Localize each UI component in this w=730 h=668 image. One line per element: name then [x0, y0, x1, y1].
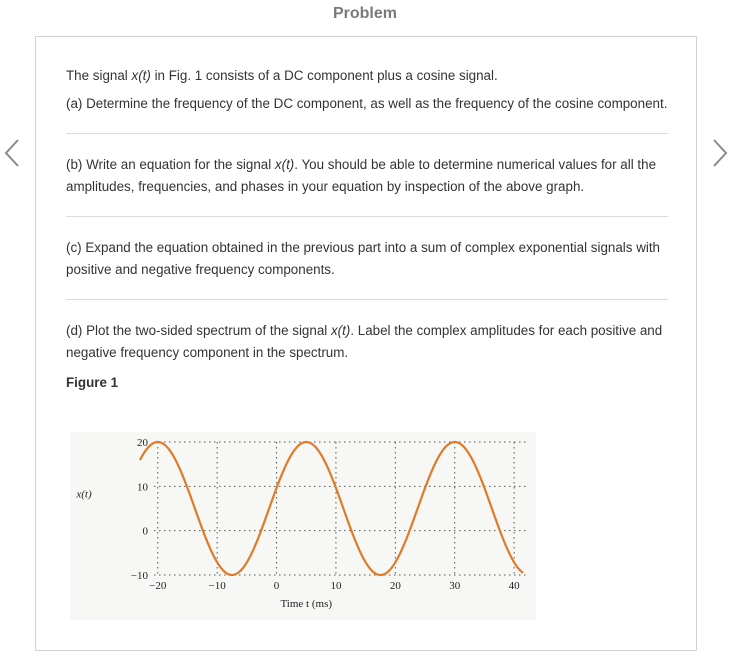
chevron-right-icon — [706, 136, 730, 170]
problem-content — [66, 65, 668, 394]
x-tick-label: −20 — [149, 580, 167, 592]
figure-1-chart — [70, 432, 536, 620]
x-tick-label: 10 — [330, 580, 342, 592]
divider — [66, 216, 668, 217]
x-tick-label: 30 — [449, 580, 461, 592]
y-tick-label: −10 — [130, 570, 148, 582]
next-button[interactable] — [706, 136, 730, 170]
x-axis-label: Time t (ms) — [280, 598, 333, 610]
y-tick-label: 20 — [137, 437, 148, 449]
y-axis-label: x(t) — [76, 488, 92, 501]
part-b-text: (b) Write an equation for the signal x(t). You should be able to determine numerical values for all the amplitudes, frequencies, and phases in your equation by inspection of the above graph. — [66, 157, 657, 194]
y-tick-label: 0 — [142, 525, 148, 538]
x-tick-label: 40 — [508, 580, 520, 592]
part-a-text: (a) Determine the frequency of the DC component, as well as the frequency of the cosine component. — [66, 96, 668, 111]
chart-svg — [70, 432, 536, 620]
part-c-text: (c) Expand the equation obtained in the previous part into a sum of complex exponential signals with positive and negative frequency components. — [66, 240, 661, 277]
figure-background — [70, 432, 536, 620]
x-tick-label: 20 — [389, 580, 401, 592]
divider — [66, 299, 668, 300]
part-d-text: (d) Plot the two-sided spectrum of the signal x(t). Label the complex amplitudes for each positive and negative frequency component in the spectrum. — [66, 323, 663, 360]
chevron-left-icon — [0, 136, 26, 170]
x-tick-label: 0 — [273, 580, 280, 592]
divider — [66, 133, 668, 134]
page-title: Problem — [332, 5, 397, 22]
figure-label: Figure 1 — [66, 375, 119, 390]
problem-card — [35, 36, 697, 651]
y-tick-label: 10 — [137, 481, 148, 494]
problem-intro: The signal x(t) in Fig. 1 consists of a DC component plus a cosine signal. — [66, 68, 498, 83]
x-tick-label: −10 — [208, 580, 226, 592]
previous-button[interactable] — [0, 136, 26, 170]
